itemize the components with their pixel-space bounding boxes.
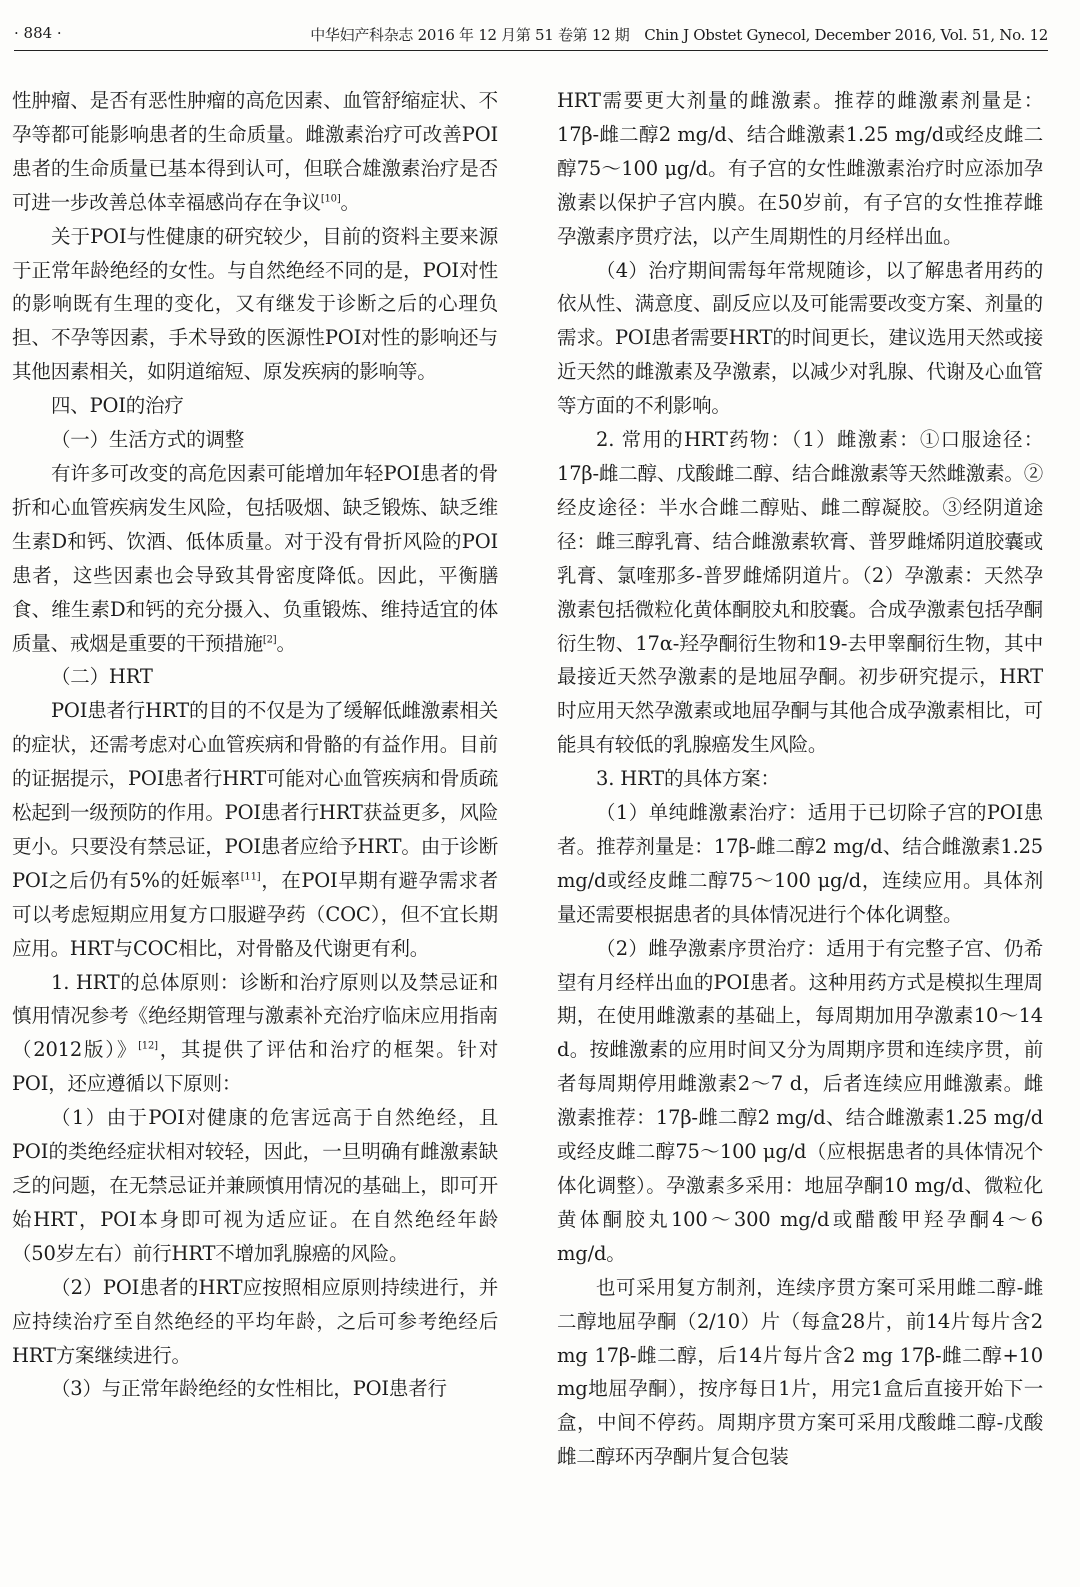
paragraph [12,389,498,423]
paragraph-text-tail: 。 [340,190,360,214]
paragraph [12,1271,498,1373]
paragraph [12,1372,498,1406]
paragraph [12,84,498,220]
reference-marker: [11] [240,871,261,883]
paragraph-text: （3）与正常年龄绝经的女性相比，POI患者行 [51,1377,447,1401]
page-header [14,20,1048,51]
paragraph [557,762,1043,796]
paragraph-text: 性肿瘤、是否有恶性肿瘤的高危因素、血管舒缩症状、不孕等都可能影响患者的生命质量。雌激素治疗可改善POI患者的生命质量已基本得到认可，但联合雄激素治疗是否可进一步改善总体幸福感尚存在争议 [12,89,498,214]
paragraph-text: 四、POI的治疗 [51,394,184,418]
paragraph-text: POI患者行HRT的目的不仅是为了缓解低雌激素相关的症状，还需考虑对心血管疾病和骨骼的有益作用。目前的证据提示，POI患者行HRT可能对心血管疾病和骨质疏松起到一级预防的作用。POI患者行HRT获益更多，风险更小。只要没有禁忌证，POI患者应给予HRT。由于诊断POI之后仍有5%的妊娠率 [12,699,498,892]
paragraph-text: （二）HRT [51,665,153,689]
paragraph-text: 也可采用复方制剂，连续序贯方案可采用雌二醇-雌二醇地屈孕酮（2/10）片（每盒28片，前14片每片含2 mg 17β-雌二醇，后14片每片含2 mg 17β-雌二醇+10 mg地屈孕酮），按序每日1片，用完1盒后直接开始下一盒，中间不停药。周期序贯方案可采用戊酸雌二醇-戊酸雌二醇环丙孕酮片复合包装 [557,1275,1043,1469]
journal-citation: 中华妇产科杂志 2016 年 12 月第 51 卷第 12 期 Chin J Obstet Gynecol, December 2016, Vol. 51, No. 12 [310,26,1048,44]
paragraph-text-tail: ，其提供了评估和治疗的框架。针对POI，还应遵循以下原则： [12,1038,498,1096]
paragraph-text: （2）雌孕激素序贯治疗：适用于有完整子宫、仍希望有月经样出血的POI患者。这种用药方式是模拟生理周期，在使用雌激素的基础上，每周期加用孕激素10～14 d。按雌激素的应用时间又分为周期序贯和连续序贯，前者每周期停用雌激素2～7 d，后者连续应用雌激素。雌激素推荐：17β-雌二醇2 mg/d、结合雌激素1.25 mg/d或经皮雌二醇75～100 μg/d（应根据患者的具体情况个体化调整）。孕激素多采用：地屈孕酮10 mg/d、微粒化黄体酮胶丸100～300 mg/d或醋酸甲羟孕酮4～6 mg/d。 [557,936,1043,1265]
paragraph-text-tail: ，在POI早期有避孕需求者可以考虑短期应用复方口服避孕药（COC），但不宜长期应用。HRT与COC相比，对骨骼及代谢更有利。 [12,868,498,960]
paragraph [12,966,498,1102]
paragraph [12,660,498,694]
paragraph [557,423,1043,762]
paragraph [557,1271,1043,1474]
reference-marker: [2] [262,634,277,645]
paragraph [557,796,1043,932]
paragraph [12,694,498,965]
paragraph-text: 有许多可改变的高危因素可能增加年轻POI患者的骨折和心血管疾病发生风险，包括吸烟、缺乏锻炼、缺乏维生素D和钙、饮酒、低体质量。对于没有骨折风险的POI患者，这些因素也会导致其骨密度降低。因此，平衡膳食、维生素D和钙的充分摄入、负重锻炼、维持适宜的体质量、戒烟是重要的干预措施 [12,461,498,655]
paragraph [12,1101,498,1271]
paragraph-text: 关于POI与性健康的研究较少，目前的资料主要来源于正常年龄绝经的女性。与自然绝经不同的是，POI对性的影响既有生理的变化，又有继发于诊断之后的心理负担、不孕等因素，手术导致的医源性POI对性的影响还与其他因素相关，如阴道缩短、原发疾病的影响等。 [12,224,498,384]
paragraph-text-tail: 。 [276,631,296,655]
paragraph-text: 3. HRT的具体方案： [596,767,780,791]
left-column [12,84,498,1406]
paragraph [12,457,498,660]
paragraph [557,932,1043,1271]
paragraph [557,84,1043,254]
paragraph-text: 2. 常用的HRT药物：（1）雌激素：①口服途径：17β-雌二醇、戊酸雌二醇、结合雌激素等天然雌激素。②经皮途径：半水合雌二醇贴、雌二醇凝胶。③经阴道途径：雌三醇乳膏、结合雌激素软膏、普罗雌烯阴道胶囊或乳膏、氯喹那多-普罗雌烯阴道片。（2）孕激素：天然孕激素包括微粒化黄体酮胶丸和胶囊。合成孕激素包括孕酮衍生物、17α-羟孕酮衍生物和19-去甲睾酮衍生物，其中最接近天然孕激素的是地屈孕酮。初步研究提示，HRT时应用天然孕激素或地屈孕酮与其他合成孕激素相比，可能具有较低的乳腺癌发生风险。 [557,428,1043,757]
paragraph [12,220,498,390]
paragraph-text: （1）由于POI对健康的危害远高于自然绝经，且POI的类绝经症状相对较轻，因此，一旦明确有雌激素缺乏的问题，在无禁忌证并兼顾慎用情况的基础上，即可开始HRT，POI本身即可视为适应证。在自然绝经年龄（50岁左右）前行HRT不增加乳腺癌的风险。 [12,1106,498,1265]
paragraph [557,254,1043,424]
right-column [557,84,1043,1474]
reference-marker: [10] [320,193,341,205]
paragraph-text: （1）单纯雌激素治疗：适用于已切除子宫的POI患者。推荐剂量是：17β-雌二醇2 mg/d、结合雌激素1.25 mg/d或经皮雌二醇75～100 μg/d，连续应用。具体剂量还需要根据患者的具体情况进行个体化调整。 [557,801,1043,926]
paragraph-text: （4）治疗期间需每年常规随诊，以了解患者用药的依从性、满意度、副反应以及可能需要改变方案、剂量的需求。POI患者需要HRT的时间更长，建议选用天然或接近天然的雌激素及孕激素，以减少对乳腺、代谢及心血管等方面的不利影响。 [557,258,1043,418]
paragraph-text: HRT需要更大剂量的雌激素。推荐的雌激素剂量是：17β-雌二醇2 mg/d、结合雌激素1.25 mg/d或经皮雌二醇75～100 μg/d。有子宫的女性雌激素治疗时应添加孕激素以保护子宫内膜。在50岁前，有子宫的女性推荐雌孕激素序贯疗法，以产生周期性的月经样出血。 [557,89,1043,248]
paragraph-text: 1. HRT的总体原则：诊断和治疗原则以及禁忌证和慎用情况参考《绝经期管理与激素补充治疗临床应用指南（2012版）》 [12,970,498,1062]
paragraph-text: （一）生活方式的调整 [51,428,245,452]
paragraph-text: （2）POI患者的HRT应按照相应原则持续进行，并应持续治疗至自然绝经的平均年龄，之后可参考绝经后HRT方案继续进行。 [12,1275,498,1367]
reference-marker: [12] [138,1040,158,1052]
paragraph [12,423,498,457]
page-number: · 884 · [14,24,62,42]
